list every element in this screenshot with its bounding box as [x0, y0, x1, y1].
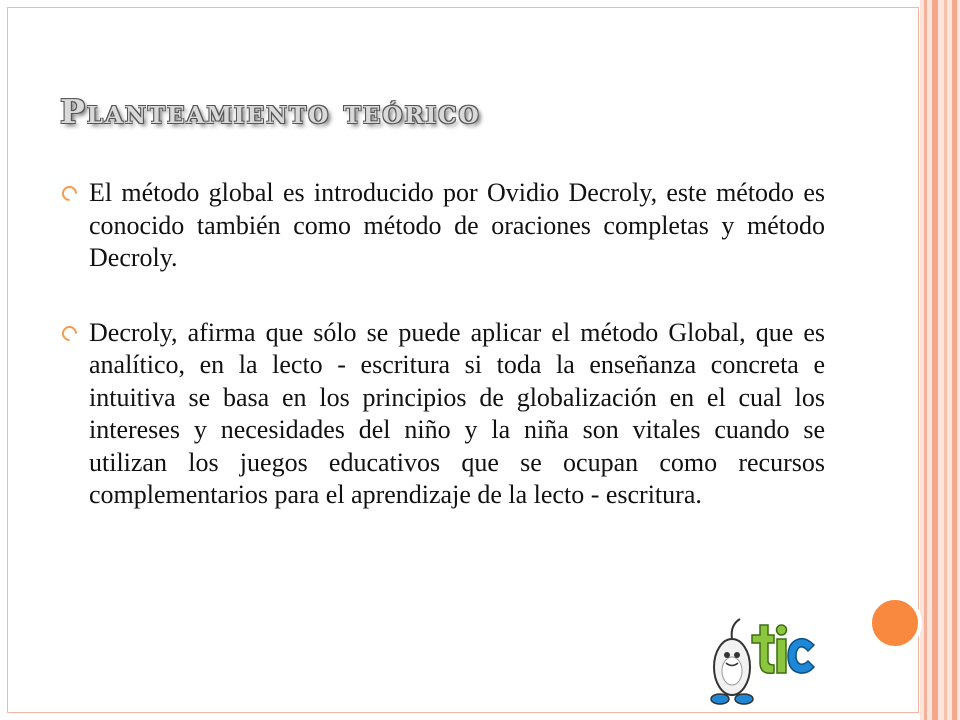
bullet-text: El método global es introducido por Ovidio Decroly, este método es conocido también como método de oraciones completas y método Decroly. — [89, 178, 825, 272]
side-bar — [924, 0, 927, 720]
bullet-list — [60, 177, 825, 554]
mascot-foot — [711, 694, 729, 704]
tic-mascot-logo — [700, 605, 820, 710]
mascot-cable — [732, 619, 740, 639]
decorative-circle — [868, 596, 922, 650]
mascot-eye — [734, 652, 740, 658]
bullet-icon — [59, 322, 80, 343]
bullet-icon — [59, 183, 80, 204]
slide-title: Planteamiento teórico — [60, 92, 481, 131]
mascot-eye — [724, 652, 730, 658]
logo-letter-t — [752, 625, 774, 673]
bullet-item — [60, 317, 825, 512]
mascot-belly — [722, 657, 742, 685]
side-bar — [932, 0, 938, 720]
bullet-item — [60, 177, 825, 275]
bullet-text: Decroly, afirma que sólo se puede aplicar el método Global, que es analítico, en la lecto - escritura si toda la enseñanza concreta e intuitiva se basa en los principios de globalización en el cual los intereses y necesidades del niño y la niña son vitales cuando se utilizan los juegos educativos que se ocupan como recursos complementarios para el aprendizaje de la lecto - escritura. — [89, 317, 825, 509]
side-bar — [952, 0, 957, 720]
logo-letter-i — [777, 639, 786, 673]
mascot-foot — [735, 694, 753, 704]
logo-letter-i-dot — [777, 625, 787, 635]
side-bar — [944, 0, 947, 720]
decorative-side-bars — [920, 0, 960, 720]
logo-letter-c — [788, 639, 814, 674]
